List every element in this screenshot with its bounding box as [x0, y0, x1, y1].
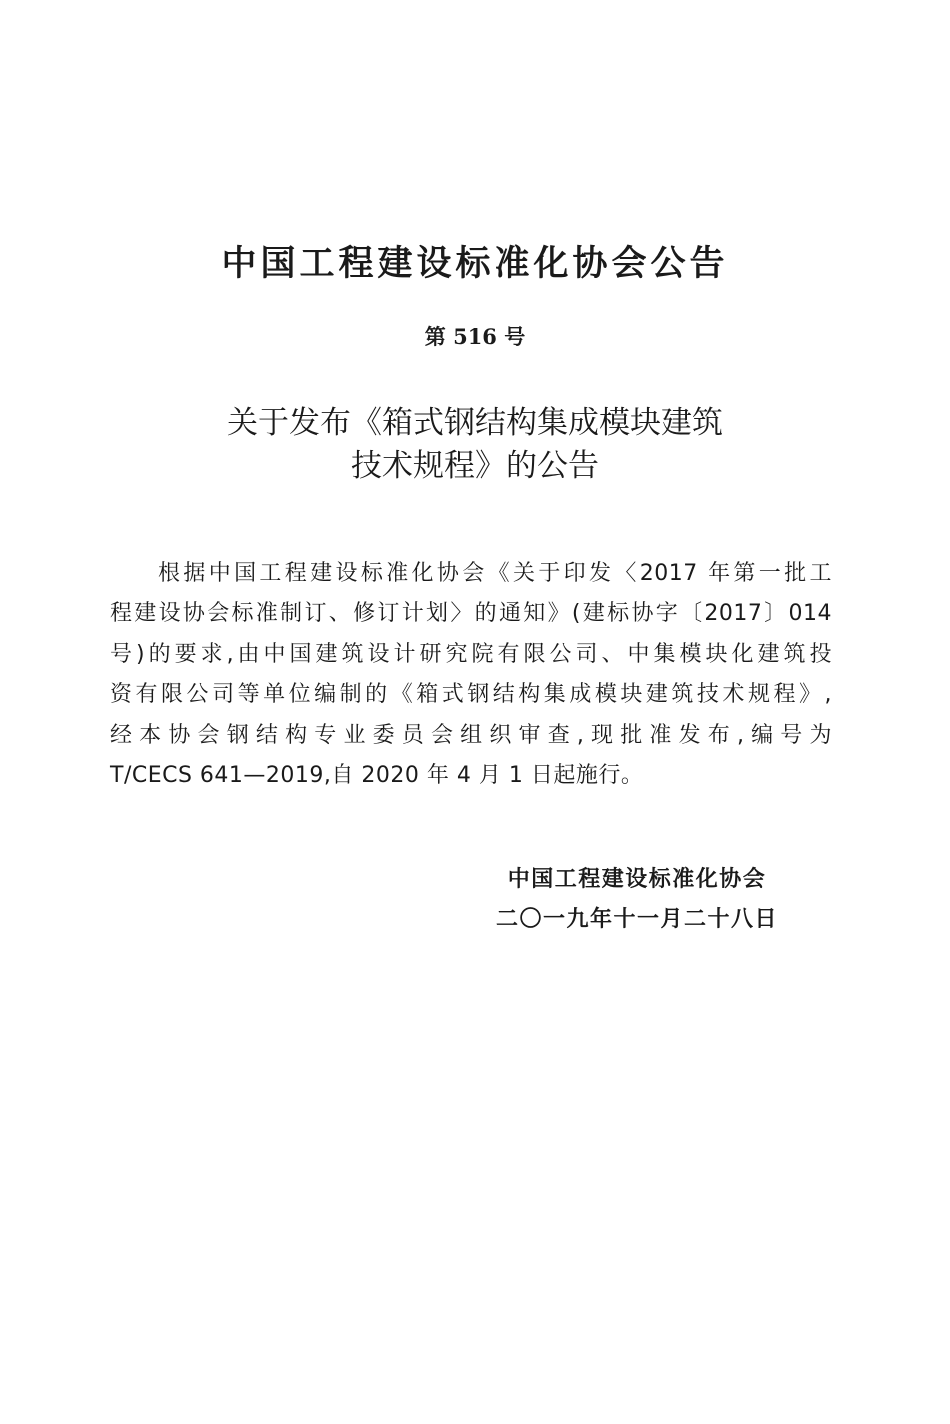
body-line-5: 经本协会钢结构专业委员会组织审查,现批准发布,编号为 [110, 722, 832, 748]
body-line-1: 根据中国工程建设标准化协会《关于印发〈2017 年第一批工 [158, 561, 832, 586]
body-line-2: 程建设协会标准制订、修订计划〉的通知》(建标协字〔2017〕014 [110, 601, 832, 627]
signature-organization: 中国工程建设标准化协会 [507, 867, 767, 892]
body-line-3: 号)的要求,由中国建筑设计研究院有限公司、中集模块化建筑投 [110, 641, 832, 667]
body-line-4: 资有限公司等单位编制的《箱式钢结构集成模块建筑技术规程》, [110, 682, 832, 708]
subject-line-1: 关于发布《箱式钢结构集成模块建筑 [227, 405, 723, 441]
announcement-subject [0, 402, 950, 488]
subject-line-2: 技术规程》的公告 [351, 448, 599, 484]
announcement-body [110, 554, 832, 796]
issue-number: 第 516 号 [424, 324, 526, 349]
signature-block [496, 860, 778, 940]
page-title: 中国工程建设标准化协会公告 [221, 244, 729, 284]
body-line-6: T/CECS 641—2019,自 2020 年 4 月 1 日起施行。 [110, 763, 644, 789]
signature-date: 二〇一九年十一月二十八日 [495, 907, 778, 932]
